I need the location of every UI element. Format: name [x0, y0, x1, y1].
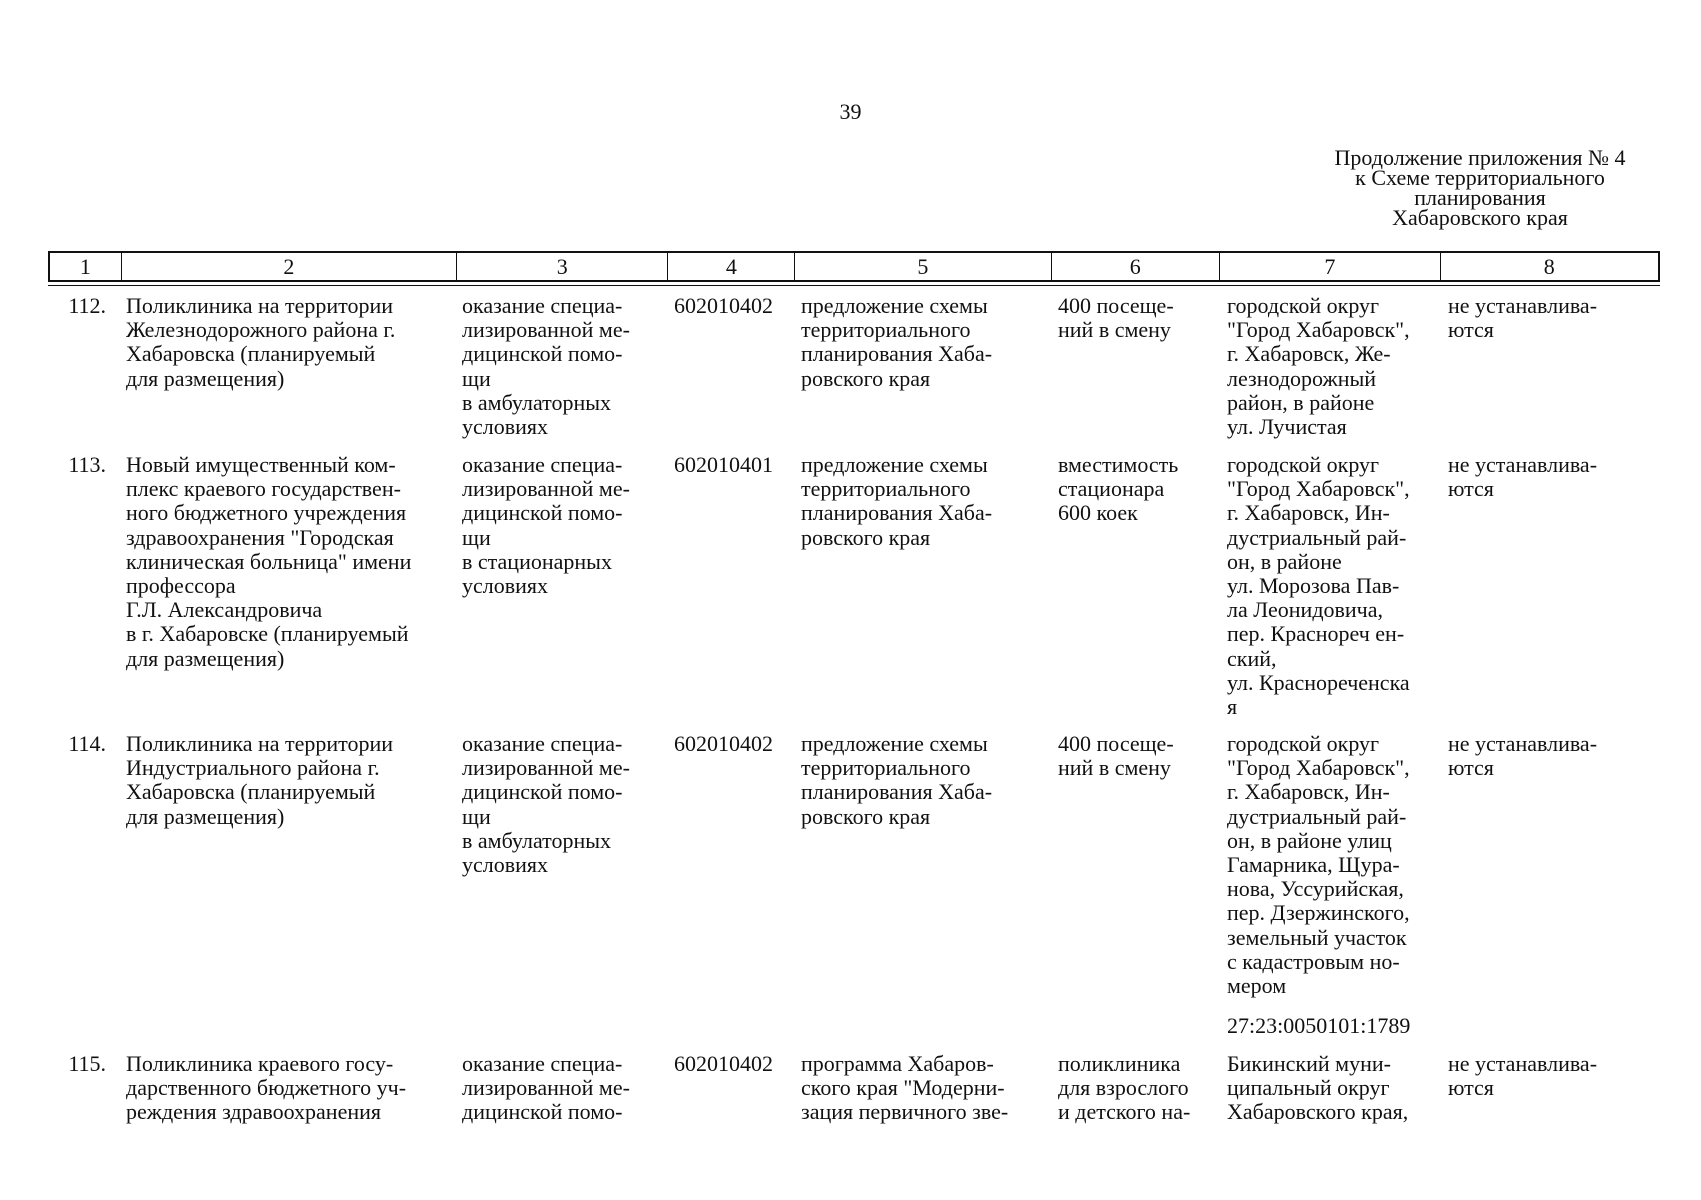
facility-capacity: 400 посеще- ний в смену	[1058, 731, 1174, 781]
column-number-header: 2	[122, 253, 457, 280]
facility-code: 602010402	[674, 1051, 773, 1076]
table-body-rule	[48, 285, 1660, 286]
facility-purpose: оказание специа- лизированной ме- дицинской помо- щи в стационарных условиях	[462, 452, 630, 599]
facility-basis: предложение схемы территориального планирования Хаба- ровского края	[801, 731, 993, 829]
zone-restrictions: не устанавлива- ются	[1448, 1051, 1598, 1101]
facility-purpose: оказание специа- лизированной ме- дицинской помо-	[462, 1051, 630, 1125]
column-number-header: 6	[1052, 253, 1221, 280]
appendix-note-line: к Схеме территориального	[1355, 165, 1605, 190]
column-number-header: 3	[457, 253, 668, 280]
cadastral-number: 27:23:0050101:1789	[1227, 1013, 1411, 1038]
zone-restrictions: не устанавлива- ются	[1448, 731, 1598, 781]
row-number: 115.	[68, 1051, 106, 1076]
facility-basis: предложение схемы территориального планирования Хаба- ровского края	[801, 293, 993, 391]
page-number: 39	[839, 99, 862, 124]
facility-capacity: поликлиника для взрослого и детского на-	[1058, 1051, 1191, 1125]
table-header-row	[48, 251, 1660, 282]
appendix-note-line: планирования	[1414, 185, 1546, 210]
row-number: 112.	[68, 293, 106, 318]
column-number-header: 5	[795, 253, 1051, 280]
facility-location: Бикинский муни- ципальный округ Хабаровского края,	[1227, 1051, 1409, 1125]
facility-capacity: вместимость стационара 600 коек	[1058, 452, 1179, 526]
column-number-header: 4	[668, 253, 795, 280]
facility-name: Поликлиника краевого госу- дарственного бюджетного уч- реждения здравоохранения	[126, 1051, 407, 1125]
facility-basis: предложение схемы территориального планирования Хаба- ровского края	[801, 452, 993, 550]
facility-code: 602010402	[674, 731, 773, 756]
column-number-header: 8	[1543, 254, 1555, 279]
facility-location: городской округ "Город Хабаровск", г. Хабаровск, Ин- дустриальный рай- он, в районе улиц Гамарника, Щура- нова, Уссурийская, пер. Дзержинского, земельный участок с кадастровым но- мером	[1227, 731, 1410, 999]
facility-capacity: 400 посеще- ний в смену	[1058, 293, 1174, 343]
row-number: 113.	[68, 452, 106, 477]
facility-code: 602010401	[674, 452, 773, 477]
zone-restrictions: не устанавлива- ются	[1448, 452, 1598, 502]
facility-location: городской округ "Город Хабаровск", г. Хабаровск, Ин- дустриальный рай- он, в районе ул. Морозова Пав- ла Леонидовича, пер. Краснореч ен- ский, ул. Краснореченска я	[1227, 452, 1410, 720]
facility-code: 602010402	[674, 293, 773, 318]
appendix-note-line: Продолжение приложения № 4	[1334, 145, 1626, 170]
appendix-note	[1300, 145, 1660, 230]
facility-location: городской округ "Город Хабаровск", г. Хабаровск, Же- лезнодорожный район, в районе ул. Лучистая	[1227, 293, 1410, 440]
appendix-note-line: Хабаровского края	[1392, 205, 1568, 230]
facility-purpose: оказание специа- лизированной ме- дицинской помо- щи в амбулаторных условиях	[462, 731, 630, 878]
facility-basis: программа Хабаров- ского края "Модерни- зация первичного зве-	[801, 1051, 1009, 1125]
column-number-header: 7	[1220, 253, 1440, 280]
facility-name: Поликлиника на территории Индустриального района г. Хабаровска (планируемый для размещения)	[126, 731, 394, 829]
facility-name: Новый имущественный ком- плекс краевого государствен- ного бюджетного учреждения здравоохранения "Городская клиническая больница" имени профессора Г.Л. Александровича в г. Хабаровске (планируемый для размещения)	[126, 452, 412, 671]
facility-name: Поликлиника на территории Железнодорожного района г. Хабаровска (планируемый для размещения)	[126, 293, 396, 391]
column-number-header: 1	[50, 253, 122, 280]
row-number: 114.	[68, 731, 106, 756]
zone-restrictions: не устанавлива- ются	[1448, 293, 1598, 343]
facility-purpose: оказание специа- лизированной ме- дицинской помо- щи в амбулаторных условиях	[462, 293, 630, 440]
